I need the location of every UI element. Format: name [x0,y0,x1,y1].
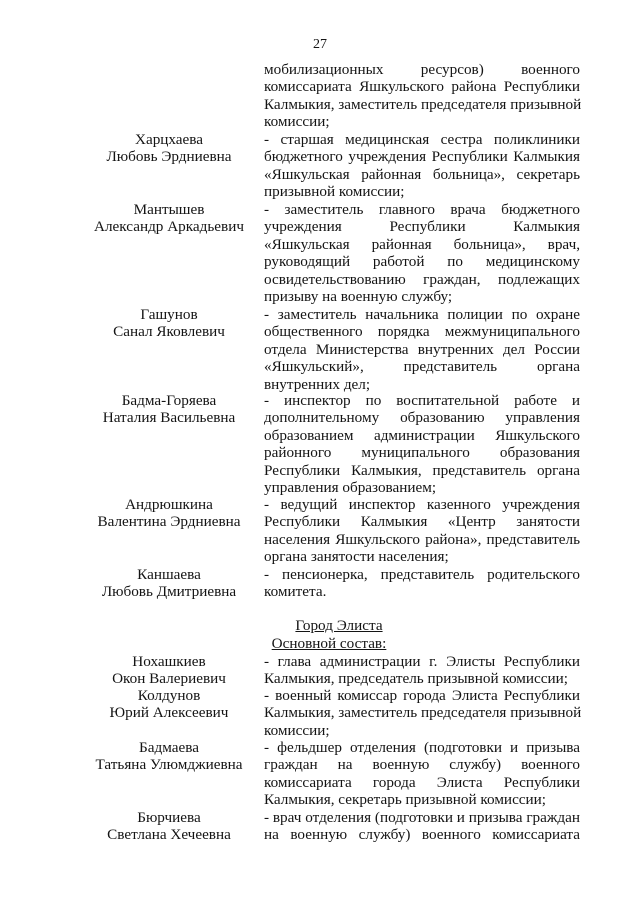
desc-line: Калмыкия, заместитель председателя призывной [264,704,582,722]
section-subtitle: Основной состав: [271,635,387,652]
desc-line: дополнительному образованию управления [264,409,580,427]
desc-line: комиссариата Яшкульского района Республики [264,78,580,96]
member-name [78,566,260,601]
desc-line: - глава администрации г. Элисты Республики [264,653,580,670]
member-name [78,687,260,722]
desc-line: на военную службу) военного комиссариата [264,826,580,844]
member-description [264,496,580,566]
desc-line: Республики Калмыкия, представитель органа [264,461,580,479]
desc-line: комиссии; [264,113,330,131]
desc-line: Калмыкия, заместитель председателя призывной [264,95,582,113]
member-description [264,392,580,496]
member-surname: Бюрчиева [137,809,201,826]
desc-line: общественного порядка межмуниципального [264,323,580,341]
desc-line: комиссариата города Элиста Республики [264,773,580,791]
desc-line: призыву на военную службу; [264,288,453,306]
desc-line: бюджетного учреждения Республики Калмыкия [264,148,580,166]
member-surname: Нохашкиев [132,653,206,670]
member-description [264,653,580,688]
member-given-name: Татьяна Улюмджиевна [95,756,243,774]
desc-line: внутренних дел; [264,375,371,393]
desc-line: мобилизационных ресурсов) военного [264,61,580,78]
member-surname: Гашунов [140,306,198,323]
member-description [264,566,580,601]
desc-line: комиссии; [264,721,330,739]
desc-line: Калмыкия, секретарь призывной комиссии; [264,791,547,809]
member-given-name: Любовь Дмитриевна [101,583,237,601]
member-given-name: Окон Валериевич [112,670,226,688]
continuation-description [264,61,580,131]
member-name [78,496,260,531]
desc-line: - фельдшер отделения (подготовки и призыва [264,739,580,756]
page-number: 27 [313,37,327,52]
member-surname: Харцхаева [134,131,204,148]
desc-line: - старшая медицинская сестра поликлиники [264,131,580,148]
desc-line: Калмыкия, председатель призывной комиссии; [264,670,568,688]
desc-line: «Яшкульская районная больница», врач, [264,235,580,253]
desc-line: - заместитель начальника полиции по охране [264,306,580,323]
desc-line: - ведущий инспектор казенного учреждения [264,496,580,513]
member-description [264,687,580,739]
desc-line: - заместитель главного врача бюджетного [264,201,580,218]
desc-line: - пенсионерка, представитель родительского [264,566,580,583]
member-description [264,131,580,201]
member-given-name: Юрий Алексеевич [109,704,229,722]
member-surname: Бадма-Горяева [121,392,217,409]
member-given-name: Любовь Эрдниевна [106,148,232,166]
desc-line: учреждения Республики Калмыкия [264,218,580,236]
desc-line: образованием администрации Яшкульского [264,426,580,444]
member-name [78,739,260,774]
member-given-name: Валентина Эрдниевна [97,513,241,531]
desc-line: - военный комиссар города Элиста Республики [264,687,580,704]
member-given-name: Александр Аркадьевич [94,218,244,236]
member-name [78,392,260,427]
member-surname: Колдунов [137,687,201,704]
member-given-name: Светлана Хечеевна [107,826,231,844]
desc-line: отдела Министерства внутренних дел России [264,340,580,358]
desc-line: комитета. [264,583,327,601]
member-name [78,809,260,844]
member-description [264,739,580,809]
desc-line: населения Яшкульского района», представитель [264,530,580,548]
desc-line: управления образованием; [264,479,437,497]
desc-line: Республики Калмыкия «Центр занятости [264,513,580,531]
desc-line: «Яшкульский», представитель органа [264,358,580,376]
member-surname: Бадмаева [139,739,199,756]
member-surname: Каншаева [137,566,201,583]
section-title: Город Элиста [295,617,383,634]
member-name [78,201,260,236]
member-given-name: Санал Яковлевич [113,323,225,341]
member-name [78,131,260,166]
member-surname: Андрюшкина [125,496,213,513]
desc-line: руководящий работой по медицинскому [264,253,580,271]
desc-line: освидетельствованию граждан, подлежащих [264,270,580,288]
desc-line: - врач отделения (подготовки и призыва граждан [264,809,580,826]
desc-line: «Яшкульская районная больница», секретарь [264,165,580,183]
member-name [78,653,260,688]
desc-line: районного муниципального образования [264,444,580,462]
member-surname: Мантышев [133,201,205,218]
desc-line: призывной комиссии; [264,183,405,201]
desc-line: граждан на военную службу) военного [264,756,580,774]
member-description [264,201,580,305]
desc-line: органа занятости населения; [264,548,449,566]
member-description [264,809,580,844]
member-name [78,306,260,341]
desc-line: - инспектор по воспитательной работе и [264,392,580,409]
member-description [264,306,580,393]
member-given-name: Наталия Васильевна [102,409,236,427]
